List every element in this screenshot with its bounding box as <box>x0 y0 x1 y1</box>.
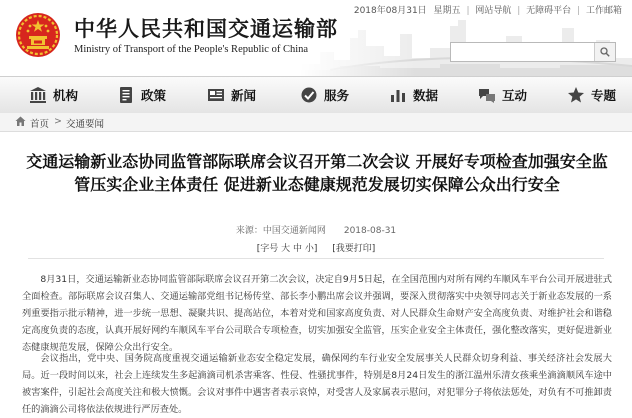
nav-item-institutions[interactable] <box>29 77 78 113</box>
article-paragraph: 8月31日，交通运输新业态协同监管部际联席会议召开第二次会议，决定自9月5日起，在全国范围内对所有网约车顺风车平台公司开展进驻式全面检查。部际联席会议召集人、交通运输部党组书记杨传堂、部长李小鹏出席会议并强调，要深入贯彻落实中央领导同志关于新业态发展的一系列重要指示批示精神，进一步统一思想、凝聚共识、提高站位，本着对党和国家高度负责、对人民群众生命财产安全高度负责、对维护社会和谐稳定高度负责的态度，认真开展好网约车顺风车平台公司联合专项检查，切实加强安全监管，压实企业安全主体责任，强化整改落实，更好促进新业态健康规范发展，保障公众出行安全。 <box>22 274 612 353</box>
nav-label: 服务 <box>324 88 350 103</box>
nav-label: 专题 <box>591 88 617 103</box>
main-nav <box>0 76 632 114</box>
topic-icon <box>567 86 585 104</box>
site-header <box>0 0 632 76</box>
nav-label: 机构 <box>53 88 79 103</box>
bar-chart-icon <box>389 86 407 104</box>
nav-item-policy[interactable] <box>117 77 166 113</box>
home-icon <box>15 116 26 127</box>
article-title: 交通运输新业态协同监管部际联席会议召开第二次会议 开展好专项检查加强安全监管压实企业主体责任 促进新业态健康规范发展切实保障公众出行安全 <box>26 152 608 194</box>
article-paragraph: 会议指出，党中央、国务院高度重视交通运输新业态安全稳定发展，确保网约车行业安全发展事关人民群众切身利益、事关经济社会发展大局。近一段时间以来，社会上连续发生多起滴滴司机杀害乘客、性侵、性骚扰事件，特别是8月24日发生的浙江温州乐清女孩乘坐滴滴顺风车途中被害案件，引起社会高度关注和极大愤慨。会议对事件中遇害者表示哀悼，对受害人及家属表示慰问，对犯罪分子将依法惩处，对负有不可推卸责任的滴滴公司将依法依规进行严厉查处。 <box>22 353 612 415</box>
article-meta: 来源：中国交通新闻网 2018-08-31 <box>235 226 397 236</box>
service-icon <box>300 86 318 104</box>
site-subtitle: Ministry of Transport of the People's Republic of China <box>74 44 309 55</box>
nav-label: 政策 <box>141 88 167 103</box>
nav-item-topics[interactable] <box>567 77 616 113</box>
site-search <box>450 42 616 62</box>
breadcrumb-separator: > <box>54 116 62 127</box>
print-link[interactable]: [我要打印] <box>332 244 376 254</box>
font-size-control[interactable]: [字号 大 中 小] <box>256 244 318 254</box>
site-map-link[interactable]: 网站导航 <box>475 6 512 16</box>
top-utility-bar: 2018年08月31日 星期五 | 网站导航 | 无障碍平台 | 工作邮箱 <box>353 6 622 16</box>
nav-label: 新闻 <box>231 88 257 103</box>
breadcrumb <box>0 113 632 132</box>
divider <box>28 258 604 259</box>
document-icon <box>117 86 135 104</box>
national-emblem-icon <box>15 12 61 58</box>
breadcrumb-current[interactable]: 交通要闻 <box>66 119 105 130</box>
article-tools <box>0 241 632 254</box>
building-icon <box>29 86 47 104</box>
work-email-link[interactable]: 工作邮箱 <box>585 6 622 16</box>
nav-item-data[interactable] <box>389 77 438 113</box>
newspaper-icon <box>207 86 225 104</box>
nav-item-interaction[interactable] <box>478 77 527 113</box>
search-button[interactable] <box>594 43 615 61</box>
nav-label: 数据 <box>413 88 439 103</box>
accessibility-link[interactable]: 无障碍平台 <box>526 6 572 16</box>
nav-label: 互动 <box>502 88 528 103</box>
site-title: 中华人民共和国交通运输部 <box>74 17 338 41</box>
search-input[interactable] <box>451 43 591 61</box>
nav-item-services[interactable] <box>300 77 349 113</box>
search-icon <box>600 47 610 57</box>
breadcrumb-home-link[interactable]: 首页 <box>30 119 50 130</box>
current-weekday: 星期五 <box>433 6 461 16</box>
interaction-icon <box>478 86 496 104</box>
nav-item-news[interactable] <box>207 77 256 113</box>
current-date: 2018年08月31日 <box>353 6 427 16</box>
